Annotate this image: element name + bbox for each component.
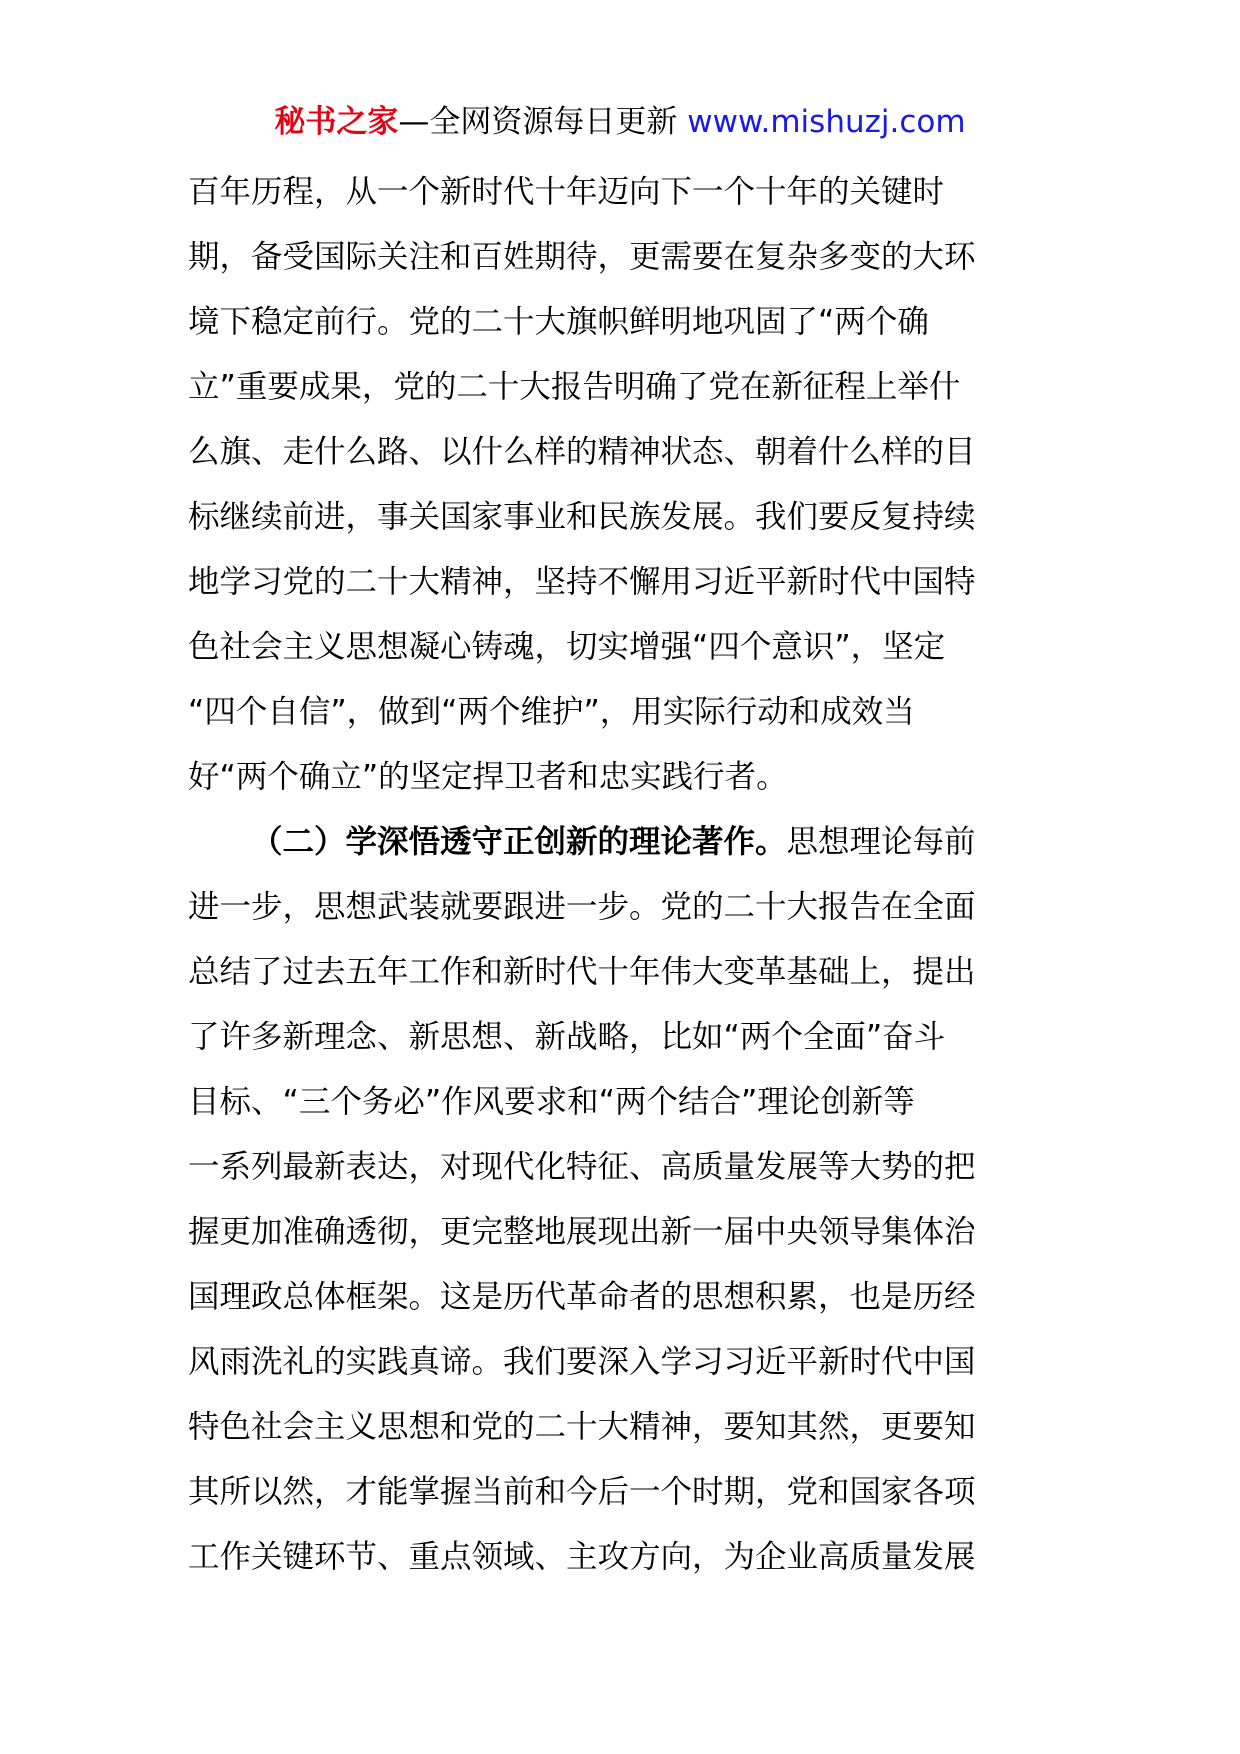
text-line: 风雨洗礼的实践真谛。我们要深入学习习近平新时代中国 (188, 1344, 976, 1380)
brand-name: 秘书之家 (274, 104, 399, 140)
document-body (188, 160, 1054, 1590)
site-header (0, 102, 1240, 142)
section-heading: （二）学深悟透守正创新的理论著作。 (251, 824, 787, 860)
text-line: 境下稳定前行。党的二十大旗帜鲜明地巩固了“两个确 (188, 304, 929, 340)
text-line: 一系列最新表达，对现代化特征、高质量发展等大势的把 (188, 1149, 976, 1185)
text-line: 其所以然，才能掌握当前和今后一个时期，党和国家各项 (188, 1474, 976, 1510)
text-line: 工作关键环节、重点领域、主攻方向，为企业高质量发展 (188, 1539, 976, 1575)
text-line: “四个自信”，做到“两个维护”，用实际行动和成效当 (188, 694, 915, 730)
site-url-link[interactable]: www.mishuzj.com (687, 104, 966, 140)
text-line: 么旗、走什么路、以什么样的精神状态、朝着什么样的目 (188, 434, 976, 470)
text-line: 地学习党的二十大精神，坚持不懈用习近平新时代中国特 (188, 564, 976, 600)
text-line: 好“两个确立”的坚定捍卫者和忠实践行者。 (188, 759, 788, 795)
paragraph-1 (188, 160, 1054, 810)
heading-line-rest: 思想理论每前 (786, 824, 976, 860)
text-line: 握更加准确透彻，更完整地展现出新一届中央领导集体治 (188, 1214, 976, 1250)
text-line: 色社会主义思想凝心铸魂，切实增强“四个意识”，坚定 (188, 629, 946, 665)
header-tagline: —全网资源每日更新 (398, 104, 678, 140)
text-line (188, 810, 1054, 875)
text-line: 国理政总体框架。这是历代革命者的思想积累，也是历经 (188, 1279, 976, 1315)
text-line: 标继续前进，事关国家事业和民族发展。我们要反复持续 (188, 499, 976, 535)
text-line: 了许多新理念、新思想、新战略，比如“两个全面”奋斗 (188, 1019, 946, 1055)
text-line: 期，备受国际关注和百姓期待，更需要在复杂多变的大环 (188, 239, 976, 275)
paragraph-2 (188, 810, 1054, 1590)
text-line: 目标、“三个务必”作风要求和“两个结合”理论创新等 (188, 1084, 915, 1120)
text-line: 进一步，思想武装就要跟进一步。党的二十大报告在全面 (188, 889, 976, 925)
text-line: 立”重要成果，党的二十大报告明确了党在新征程上举什 (188, 369, 961, 405)
text-line: 百年历程，从一个新时代十年迈向下一个十年的关键时 (188, 174, 945, 210)
text-line: 总结了过去五年工作和新时代十年伟大变革基础上，提出 (188, 954, 976, 990)
text-line: 特色社会主义思想和党的二十大精神，要知其然，更要知 (188, 1409, 976, 1445)
